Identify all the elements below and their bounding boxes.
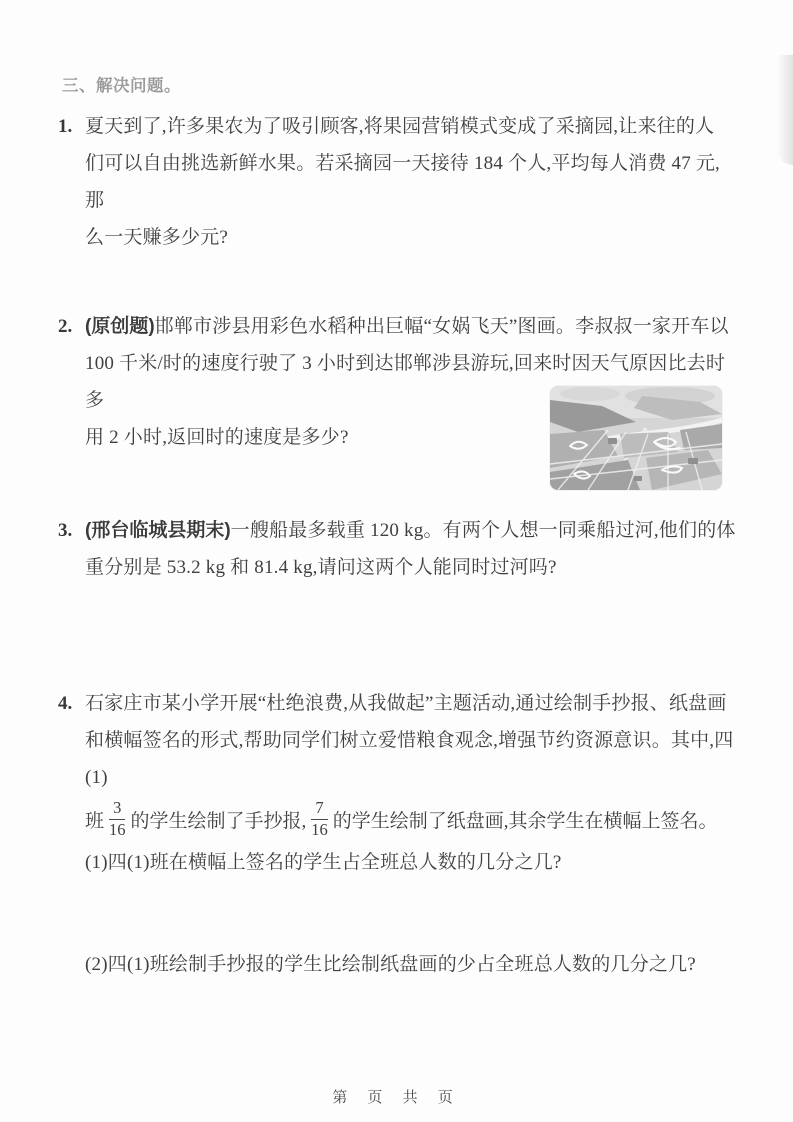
scan-edge-shadow: [777, 55, 793, 165]
question-text-line: 重分别是 53.2 kg 和 81.4 kg,请问这两个人能同时过河吗?: [85, 557, 557, 578]
question-text: 的学生绘制了纸盘画,其余学生在横幅上签名。: [332, 810, 718, 832]
question-text-line: 们可以自由挑选新鲜水果。若采摘园一天接待 184 个人,平均每人消费 47 元,那: [85, 153, 721, 211]
fraction-seven-sixteenths: [311, 799, 328, 840]
fraction-denominator: 16: [109, 819, 126, 839]
question-text-line: [58, 512, 736, 549]
question-number: 2.: [58, 316, 73, 337]
question-source-tag: (邢台临城县期末): [85, 520, 231, 541]
question-4: [58, 685, 736, 983]
question-number: 1.: [58, 116, 73, 137]
question-text-line: [58, 308, 736, 345]
page-footer: 第 页 共 页: [332, 1089, 461, 1106]
section-heading: 三、解决问题。: [62, 77, 181, 95]
sub-question-2: (2)四(1)班绘制手抄报的学生比绘制纸盘画的少占全班总人数的几分之几?: [85, 954, 696, 975]
question-text: 班: [85, 810, 105, 832]
question-source-tag: (原创题): [85, 316, 155, 337]
question-3: [58, 512, 736, 586]
question-text-line: 么一天赚多少元?: [85, 227, 229, 248]
question-1: [58, 108, 736, 256]
question-text: 一艘船最多载重 120 kg。有两个人想一同乘船过河,他们的体: [230, 520, 736, 541]
rice-field-aerial-photo: [550, 386, 722, 490]
fraction-three-sixteenths: [109, 799, 126, 840]
question-text-line: 和横幅签名的形式,帮助同学们树立爱惜粮食观念,增强节约资源意识。其中,四(1): [85, 730, 734, 788]
question-text-line: 用 2 小时,返回时的速度是多少?: [85, 427, 349, 448]
fraction-numerator: 7: [311, 799, 327, 820]
fraction-denominator: 16: [311, 819, 328, 839]
question-text-line-with-fractions: [58, 796, 736, 842]
question-number: 3.: [58, 520, 73, 541]
question-text-line: 夏天到了,许多果农为了吸引顾客,将果园营销模式变成了采摘园,让来往的人: [85, 116, 715, 137]
question-text: 邯郸市涉县用彩色水稻种出巨幅“女娲飞天”图画。李叔叔一家开车以: [154, 316, 729, 337]
question-text: 的学生绘制了手抄报,: [130, 810, 307, 832]
question-number: 4.: [58, 693, 73, 714]
question-text-line: 石家庄市某小学开展“杜绝浪费,从我做起”主题活动,通过绘制手抄报、纸盘画: [85, 693, 727, 714]
question-text-line: 100 千米/时的速度行驶了 3 小时到达邯郸涉县游玩,回来时因天气原因比去时多: [85, 353, 726, 411]
sub-question-1: (1)四(1)班在横幅上签名的学生占全班总人数的几分之几?: [85, 852, 562, 873]
fraction-numerator: 3: [109, 799, 125, 820]
rice-field-photo-graphic: [550, 386, 722, 490]
